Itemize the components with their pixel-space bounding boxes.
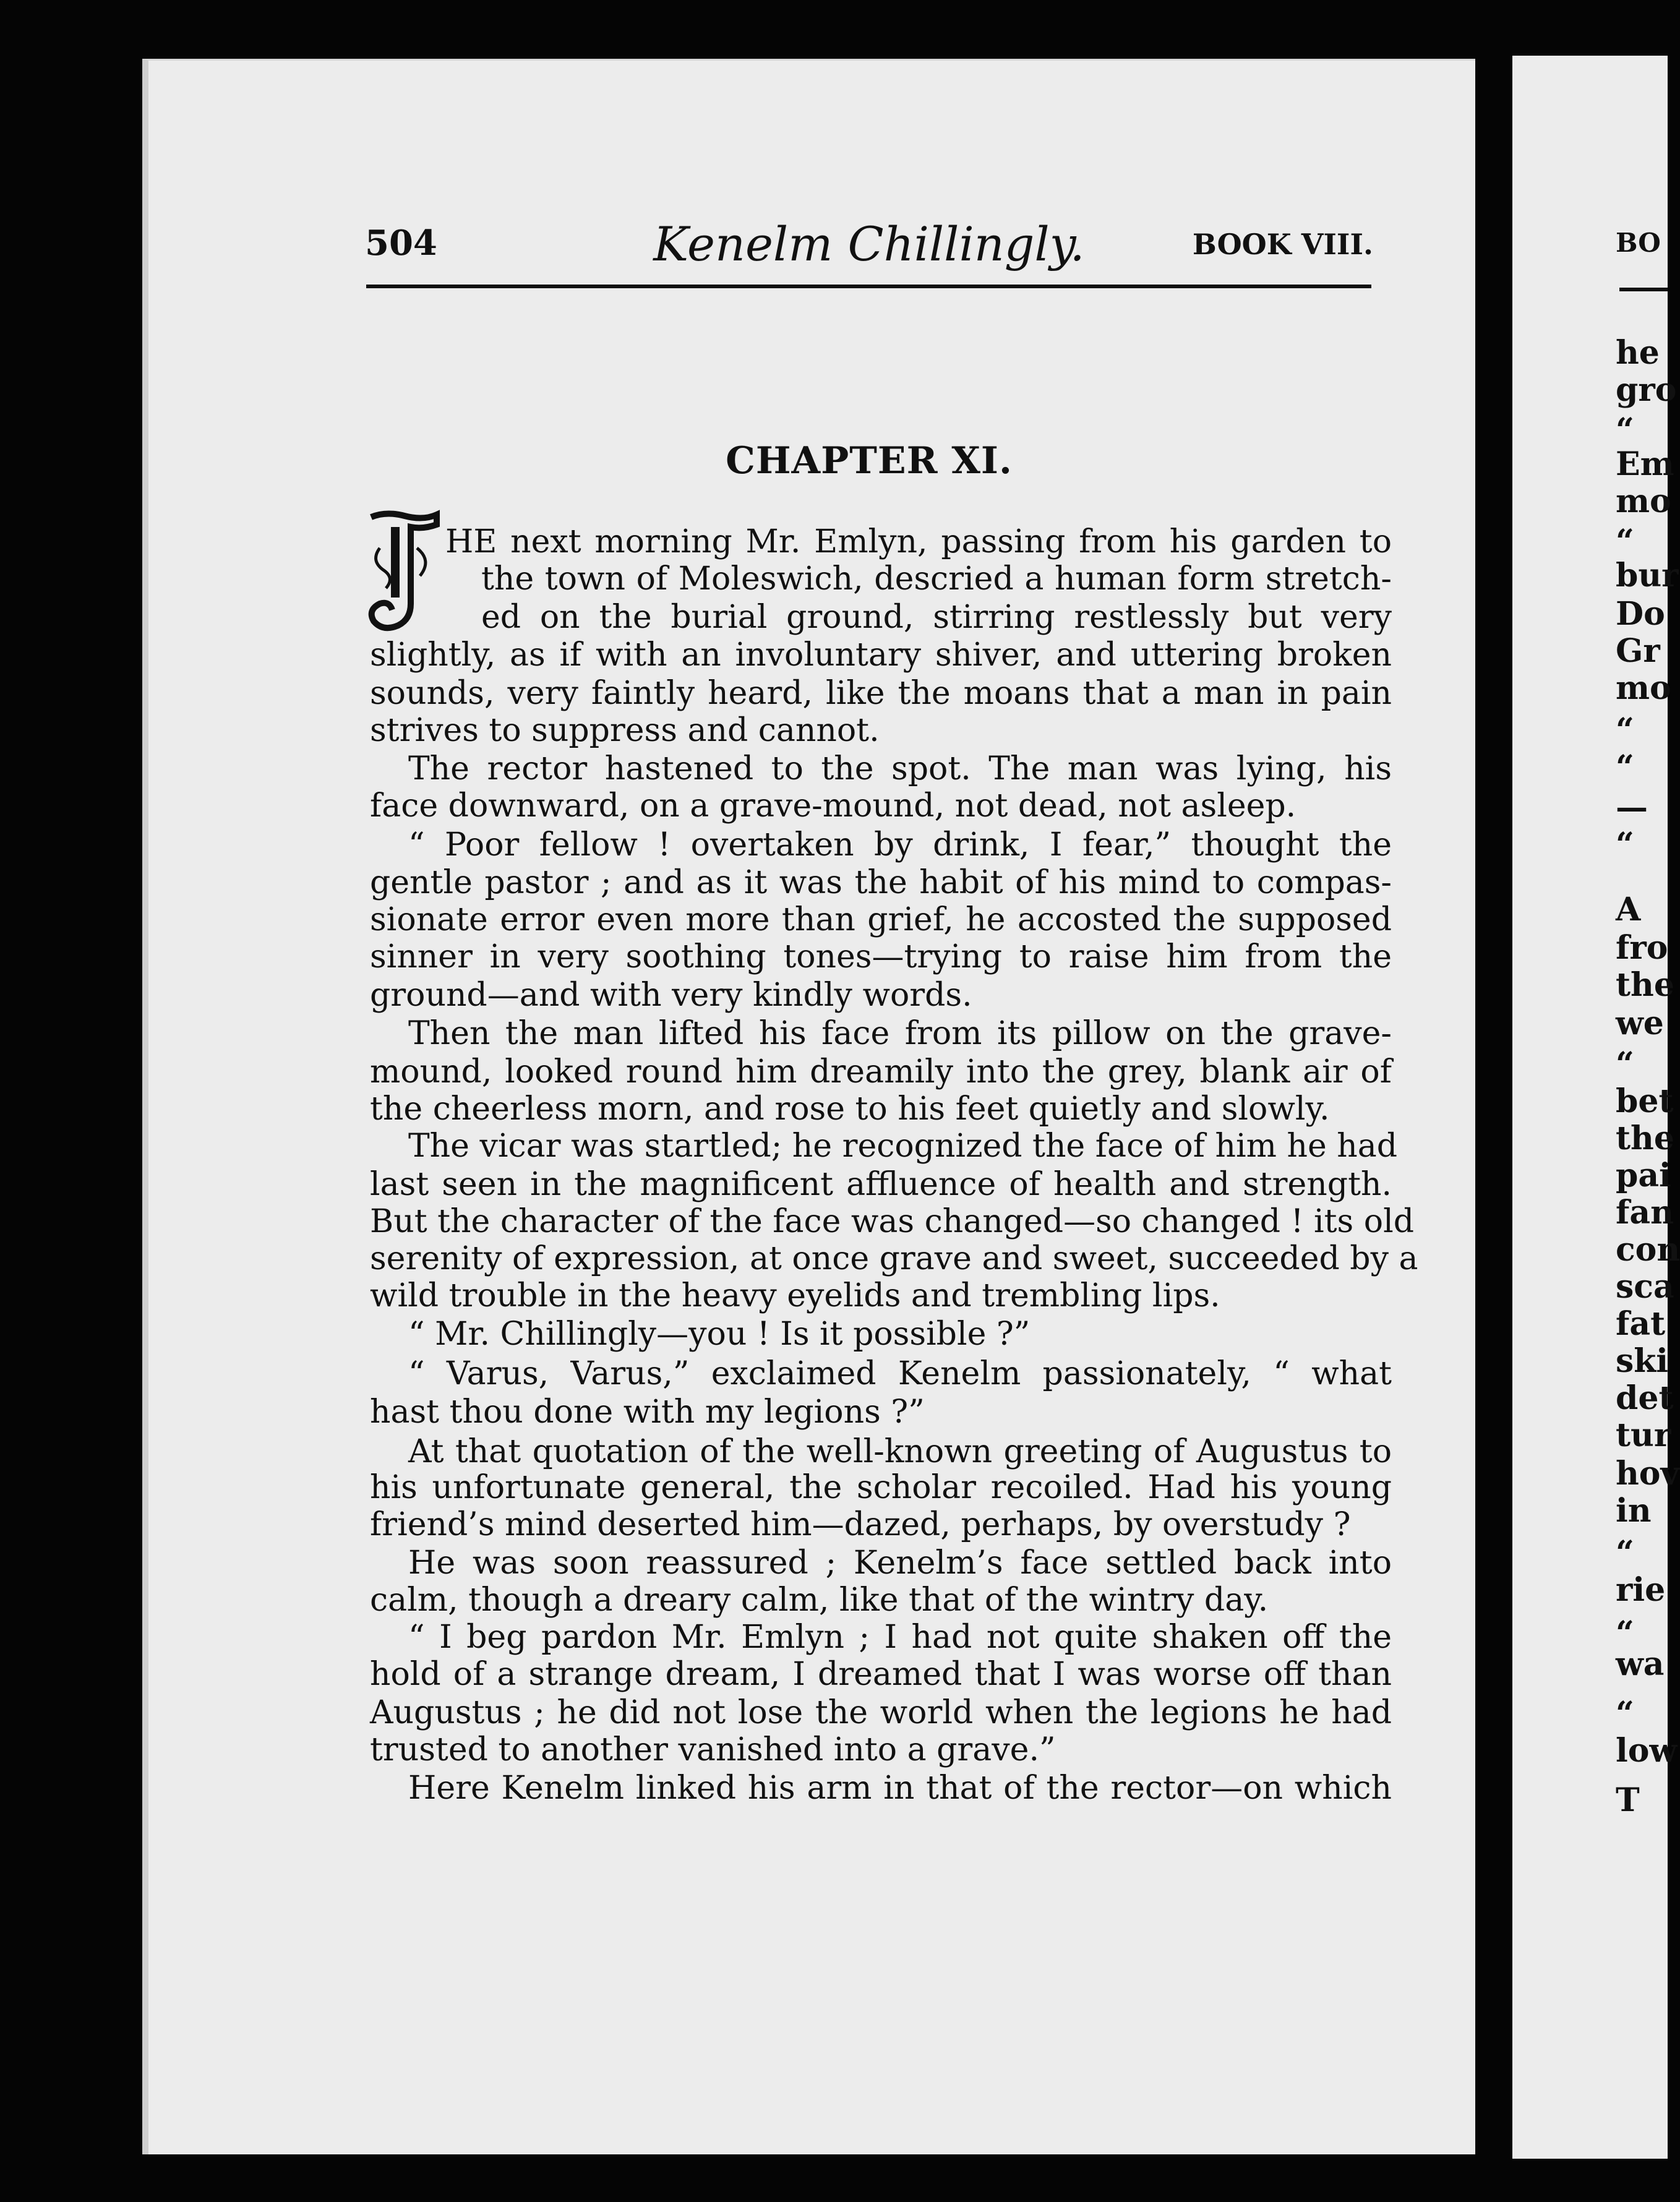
- right-page-fragment: low: [1616, 1732, 1678, 1770]
- right-page-fragment: the: [1616, 1120, 1674, 1157]
- text-line: gentle pastor ; and as it was the habit of his mind to compas-: [370, 864, 1392, 901]
- text-line: mound, looked round him dreamily into the grey, blank air of: [370, 1053, 1392, 1090]
- page-number: 504: [365, 223, 437, 263]
- text-line: his unfortunate general, the scholar recoiled. Had his young: [370, 1469, 1392, 1506]
- text-line: “ I beg pardon Mr. Emlyn ; I had not quite shaken off the: [408, 1619, 1392, 1656]
- right-page-header: BO: [1616, 228, 1661, 258]
- right-page-fragment: “: [1616, 826, 1634, 863]
- right-page-fragment: A: [1616, 891, 1641, 928]
- text-line: ground—and with very kindly words.: [370, 977, 972, 1014]
- text-line: The rector hastened to the spot. The man was lying, his: [408, 750, 1392, 787]
- text-line: The vicar was startled; he recognized the face of him he had: [408, 1128, 1398, 1165]
- right-page-fragment: wa: [1616, 1645, 1665, 1683]
- text-line: wild trouble in the heavy eyelids and trembling lips.: [370, 1277, 1220, 1314]
- right-page-fragment: we: [1616, 1005, 1664, 1042]
- text-line: Then the man lifted his face from its pillow on the grave-: [408, 1015, 1392, 1052]
- text-line: slightly, as if with an involuntary shiver, and uttering broken: [370, 636, 1392, 674]
- text-line: last seen in the magnificent affluence of health and strength.: [370, 1166, 1392, 1203]
- right-page-fragment: fro: [1616, 929, 1668, 967]
- right-page-fragment: Gr: [1616, 632, 1660, 670]
- text-line: At that quotation of the well-known greeting of Augustus to: [408, 1433, 1392, 1470]
- right-page-fragment: ski: [1616, 1342, 1669, 1380]
- right-page-fragment: —: [1616, 789, 1648, 826]
- running-title: Kenelm Chillingly.: [653, 216, 1085, 272]
- text-line: “ Mr. Chillingly—you ! Is it possible ?”: [408, 1316, 1031, 1353]
- right-page-fragment: “: [1616, 411, 1634, 449]
- text-line: Augustus ; he did not lose the world when the legions he had: [370, 1694, 1392, 1731]
- text-line: Here Kenelm linked his arm in that of the rector—on which: [408, 1770, 1392, 1807]
- text-line: sionate error even more than grief, he accosted the supposed: [370, 901, 1392, 938]
- drop-cap-ornament: [367, 511, 440, 632]
- right-page-fragment: bur: [1616, 557, 1679, 594]
- text-line: But the character of the face was changed—so changed ! its old: [370, 1203, 1414, 1240]
- text-line: “ Varus, Varus,” exclaimed Kenelm passionately, “ what: [408, 1355, 1392, 1392]
- right-page-fragment: the: [1616, 966, 1674, 1004]
- right-page-fragment: fat: [1616, 1305, 1666, 1343]
- page-header: [365, 216, 1373, 272]
- text-line: “ Poor fellow ! overtaken by drink, I fear,” thought the: [408, 826, 1392, 863]
- right-page-fragment: “: [1616, 1045, 1634, 1083]
- right-page-fragment: hov: [1616, 1455, 1679, 1493]
- header-rule: [366, 285, 1371, 288]
- right-page-fragment: gro: [1616, 371, 1677, 409]
- chapter-title: CHAPTER XI.: [726, 439, 1013, 482]
- right-page-fragment: mo: [1616, 482, 1671, 520]
- gutter: [1475, 0, 1512, 2202]
- text-line: hold of a strange dream, I dreamed that I was worse off than: [370, 1656, 1392, 1693]
- text-line: He was soon reassured ; Kenelm’s face settled back into: [408, 1544, 1392, 1582]
- right-page-fragment: “: [1616, 748, 1634, 786]
- right-page-fragment: Do: [1616, 595, 1665, 633]
- right-page-fragment: T: [1616, 1781, 1640, 1819]
- text-line: the town of Moleswich, descried a human form stretch-: [481, 560, 1392, 598]
- right-page-fragment: pai: [1616, 1157, 1671, 1194]
- right-page-fragment: fan: [1616, 1194, 1674, 1232]
- right-page-fragment: sca: [1616, 1268, 1674, 1306]
- right-page-fragment: mo: [1616, 669, 1671, 707]
- right-page-fragment: “: [1616, 1614, 1634, 1652]
- right-page-fragment: “: [1616, 711, 1634, 749]
- book-label: BOOK VIII.: [1192, 228, 1373, 261]
- right-page-fragment: det: [1616, 1379, 1674, 1417]
- text-line: trusted to another vanished into a grave.”: [370, 1731, 1056, 1768]
- text-line: calm, though a dreary calm, like that of the wintry day.: [370, 1582, 1269, 1619]
- right-page-fragment: tur: [1616, 1416, 1671, 1454]
- text-line: friend’s mind deserted him—dazed, perhaps, by overstudy ?: [370, 1506, 1351, 1543]
- right-page-fragment: Em: [1616, 445, 1674, 483]
- right-page-fragment: rie: [1616, 1571, 1666, 1609]
- text-line: hast thou done with my legions ?”: [370, 1394, 925, 1431]
- right-page-fragment: bet: [1616, 1082, 1674, 1120]
- text-line: ed on the burial ground, stirring restlessly but very: [481, 599, 1392, 636]
- right-page-fragment: con: [1616, 1231, 1680, 1269]
- text-line: strives to suppress and cannot.: [370, 712, 880, 749]
- text-line: HE next morning Mr. Emlyn, passing from his garden to: [445, 523, 1392, 560]
- text-line: serenity of expression, at once grave and sweet, succeeded by a: [370, 1240, 1418, 1277]
- text-line: the cheerless morn, and rose to his feet quietly and slowly.: [370, 1090, 1330, 1128]
- text-line: sinner in very soothing tones—trying to raise him from the: [370, 938, 1392, 975]
- right-page-fragment: he: [1616, 334, 1660, 372]
- text-line: face downward, on a grave-mound, not dead, not asleep.: [370, 787, 1296, 825]
- right-page-fragment: “: [1616, 1534, 1634, 1572]
- right-page-fragment: in: [1616, 1492, 1652, 1530]
- right-page-rule: [1619, 288, 1668, 291]
- right-page-fragment: “: [1616, 1695, 1634, 1733]
- right-page-fragment: “: [1616, 523, 1634, 560]
- text-line: sounds, very faintly heard, like the moans that a man in pain: [370, 675, 1392, 712]
